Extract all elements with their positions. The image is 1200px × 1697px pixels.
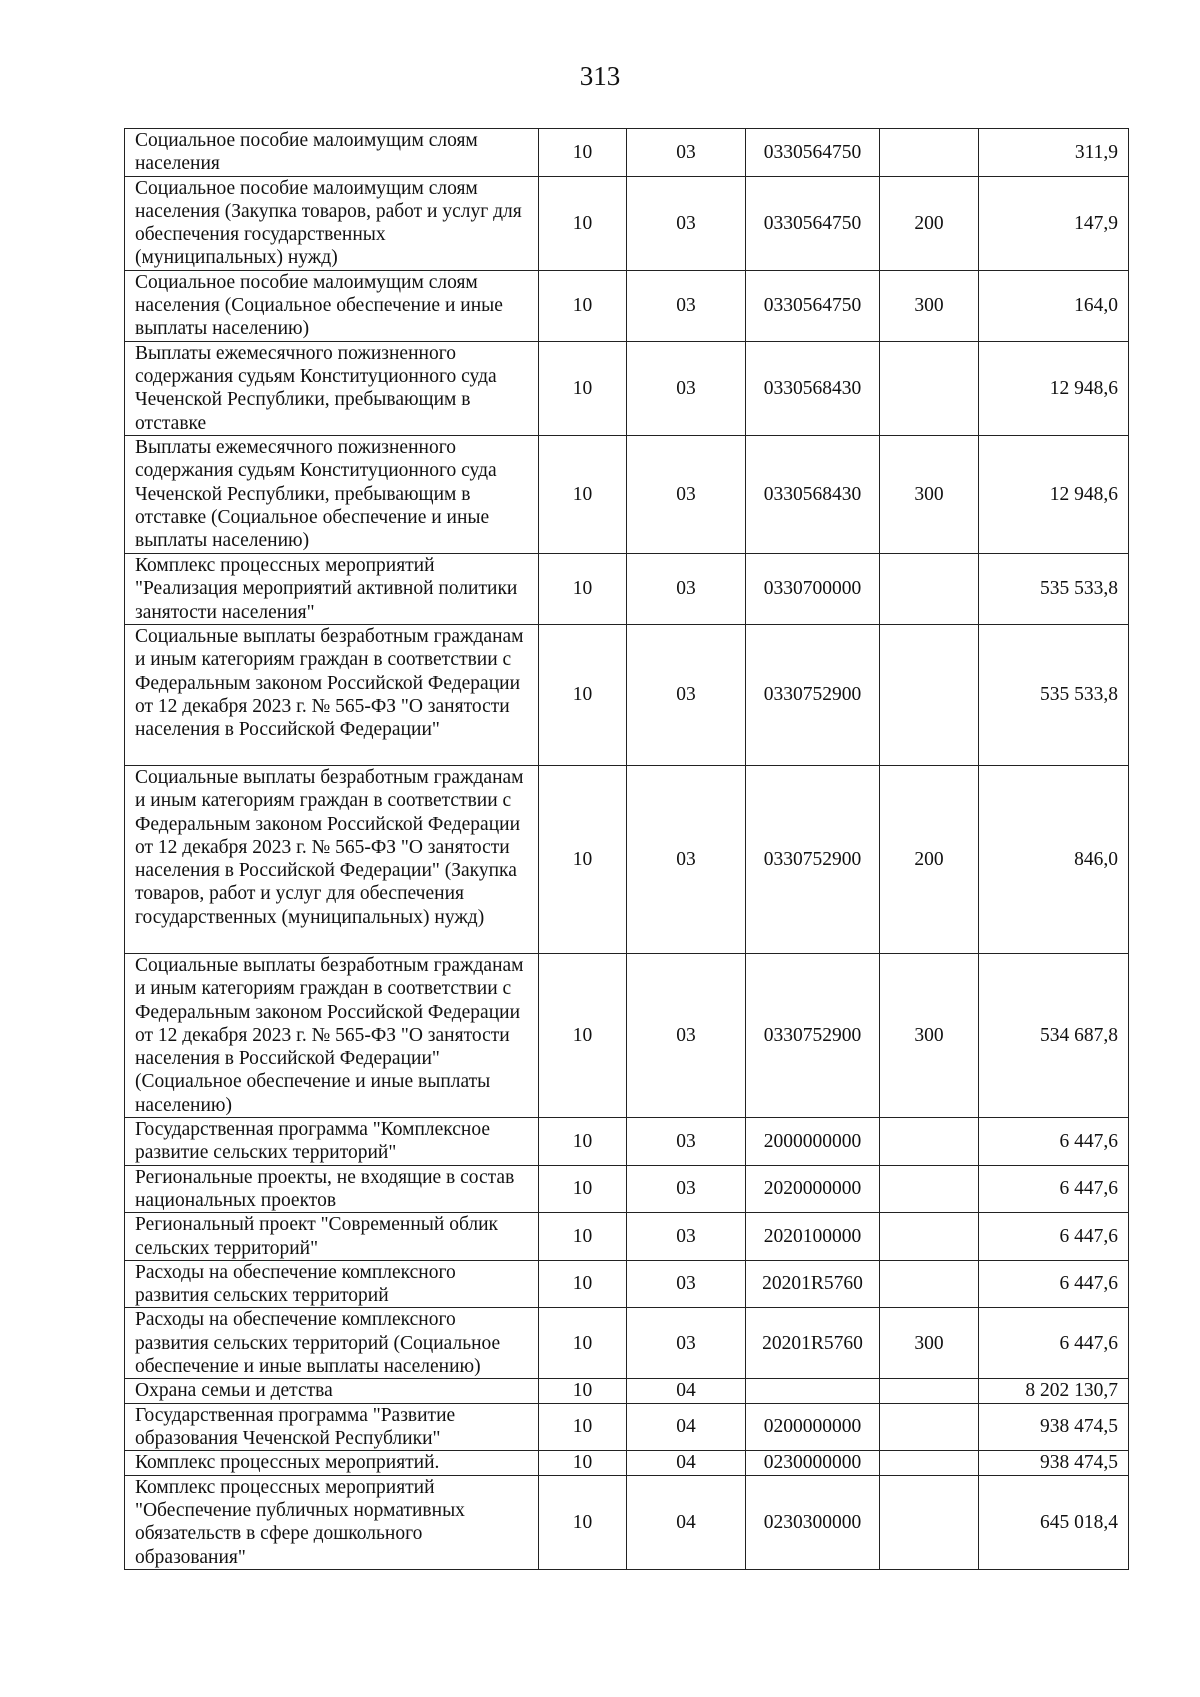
row-amount: 6 447,6	[979, 1213, 1129, 1261]
table-row	[125, 553, 1129, 624]
table-row	[125, 1165, 1129, 1213]
row-subsection: 03	[627, 1308, 746, 1379]
row-expense-type	[880, 624, 979, 765]
row-subsection: 04	[627, 1475, 746, 1569]
row-expense-type	[880, 1165, 979, 1213]
page-number: 313	[579, 61, 621, 91]
row-amount: 6 447,6	[979, 1165, 1129, 1213]
row-amount: 12 948,6	[979, 435, 1129, 553]
row-target-code: 0330700000	[746, 553, 880, 624]
row-name: Расходы на обеспечение комплексного развития сельских территорий (Социальное обеспечение и иные выплаты населению)	[125, 1308, 539, 1379]
row-subsection: 03	[627, 553, 746, 624]
row-amount: 6 447,6	[979, 1118, 1129, 1166]
table-row	[125, 176, 1129, 270]
table-row	[125, 341, 1129, 435]
row-name: Комплекс процессных мероприятий.	[125, 1451, 539, 1475]
table-row	[125, 624, 1129, 765]
row-amount: 938 474,5	[979, 1451, 1129, 1475]
row-expense-type	[880, 1475, 979, 1569]
row-name: Социальное пособие малоимущим слоям населения (Закупка товаров, работ и услуг для обеспечения государственных (муниципальных) нужд)	[125, 176, 539, 270]
row-expense-type	[880, 1379, 979, 1403]
row-subsection: 03	[627, 129, 746, 177]
row-subsection: 03	[627, 624, 746, 765]
row-subsection: 03	[627, 765, 746, 953]
row-subsection: 03	[627, 341, 746, 435]
row-section: 10	[539, 435, 627, 553]
row-target-code: 0330564750	[746, 270, 880, 341]
row-name: Комплекс процессных мероприятий "Обеспечение публичных нормативных обязательств в сфере дошкольного образования"	[125, 1475, 539, 1569]
row-subsection: 03	[627, 1260, 746, 1308]
row-expense-type: 300	[880, 1308, 979, 1379]
row-amount: 12 948,6	[979, 341, 1129, 435]
row-subsection: 03	[627, 953, 746, 1117]
row-section: 10	[539, 953, 627, 1117]
row-target-code: 0230000000	[746, 1451, 880, 1475]
row-target-code: 20201R5760	[746, 1308, 880, 1379]
row-expense-type: 300	[880, 435, 979, 553]
row-section: 10	[539, 129, 627, 177]
row-amount: 535 533,8	[979, 624, 1129, 765]
row-expense-type: 200	[880, 765, 979, 953]
row-target-code: 0330752900	[746, 624, 880, 765]
row-expense-type: 300	[880, 953, 979, 1117]
row-section: 10	[539, 1260, 627, 1308]
row-expense-type: 200	[880, 176, 979, 270]
table-row	[125, 129, 1129, 177]
row-section: 10	[539, 1403, 627, 1451]
table-row	[125, 1308, 1129, 1379]
row-subsection: 04	[627, 1451, 746, 1475]
table-row	[125, 1118, 1129, 1166]
row-section: 10	[539, 1308, 627, 1379]
row-amount: 6 447,6	[979, 1260, 1129, 1308]
table-row	[125, 435, 1129, 553]
row-subsection: 04	[627, 1403, 746, 1451]
row-name: Социальные выплаты безработным гражданам и иным категориям граждан в соответствии с Федеральным законом Российской Федерации от 12 декабря 2023 г. № 565-ФЗ "О занятости населения в Российской Федерации" (Закупка товаров, работ и услуг для обеспечения государственных (муниципальных) нужд)	[125, 765, 539, 953]
table-row	[125, 1451, 1129, 1475]
row-section: 10	[539, 1213, 627, 1261]
row-name: Выплаты ежемесячного пожизненного содержания судьям Конституционного суда Чеченской Республики, пребывающим в отставке	[125, 341, 539, 435]
row-section: 10	[539, 553, 627, 624]
row-expense-type	[880, 1260, 979, 1308]
row-amount: 147,9	[979, 176, 1129, 270]
row-section: 10	[539, 1379, 627, 1403]
row-target-code: 0330568430	[746, 341, 880, 435]
row-target-code: 0230300000	[746, 1475, 880, 1569]
row-subsection: 03	[627, 1213, 746, 1261]
table-row	[125, 1475, 1129, 1569]
row-target-code: 0200000000	[746, 1403, 880, 1451]
row-name: Социальные выплаты безработным гражданам и иным категориям граждан в соответствии с Федеральным законом Российской Федерации от 12 декабря 2023 г. № 565-ФЗ "О занятости населения в Российской Федерации" (Социальное обеспечение и иные выплаты населению)	[125, 953, 539, 1117]
row-target-code: 2020100000	[746, 1213, 880, 1261]
row-subsection: 03	[627, 176, 746, 270]
row-expense-type	[880, 341, 979, 435]
row-subsection: 03	[627, 1118, 746, 1166]
row-amount: 938 474,5	[979, 1403, 1129, 1451]
row-amount: 846,0	[979, 765, 1129, 953]
row-target-code: 0330568430	[746, 435, 880, 553]
row-section: 10	[539, 1451, 627, 1475]
row-expense-type	[880, 553, 979, 624]
row-section: 10	[539, 270, 627, 341]
row-amount: 535 533,8	[979, 553, 1129, 624]
row-section: 10	[539, 1475, 627, 1569]
row-target-code: 0330752900	[746, 765, 880, 953]
row-target-code: 2020000000	[746, 1165, 880, 1213]
row-name: Выплаты ежемесячного пожизненного содержания судьям Конституционного суда Чеченской Республики, пребывающим в отставке (Социальное обеспечение и иные выплаты населению)	[125, 435, 539, 553]
row-subsection: 03	[627, 1165, 746, 1213]
row-section: 10	[539, 341, 627, 435]
table-row	[125, 953, 1129, 1117]
table-row	[125, 1260, 1129, 1308]
row-target-code: 0330752900	[746, 953, 880, 1117]
row-subsection: 03	[627, 270, 746, 341]
table-row	[125, 270, 1129, 341]
row-target-code: 20201R5760	[746, 1260, 880, 1308]
row-subsection: 03	[627, 435, 746, 553]
row-section: 10	[539, 1118, 627, 1166]
row-amount: 311,9	[979, 129, 1129, 177]
row-expense-type	[880, 1403, 979, 1451]
row-name: Расходы на обеспечение комплексного развития сельских территорий	[125, 1260, 539, 1308]
row-name: Государственная программа "Комплексное развитие сельских территорий"	[125, 1118, 539, 1166]
row-name: Комплекс процессных мероприятий "Реализация мероприятий активной политики занятости населения"	[125, 553, 539, 624]
row-expense-type	[880, 129, 979, 177]
table-row	[125, 1403, 1129, 1451]
row-amount: 164,0	[979, 270, 1129, 341]
row-subsection: 04	[627, 1379, 746, 1403]
row-name: Региональный проект "Современный облик сельских территорий"	[125, 1213, 539, 1261]
row-target-code: 0330564750	[746, 129, 880, 177]
row-expense-type	[880, 1451, 979, 1475]
row-section: 10	[539, 1165, 627, 1213]
row-name: Социальное пособие малоимущим слоям населения	[125, 129, 539, 177]
table-row	[125, 1379, 1129, 1403]
row-name: Государственная программа "Развитие образования Чеченской Республики"	[125, 1403, 539, 1451]
table-row	[125, 765, 1129, 953]
budget-table	[124, 128, 1129, 1570]
row-name: Региональные проекты, не входящие в состав национальных проектов	[125, 1165, 539, 1213]
row-amount: 645 018,4	[979, 1475, 1129, 1569]
row-amount: 8 202 130,7	[979, 1379, 1129, 1403]
row-target-code: 2000000000	[746, 1118, 880, 1166]
row-section: 10	[539, 765, 627, 953]
row-name: Охрана семьи и детства	[125, 1379, 539, 1403]
row-name: Социальные выплаты безработным гражданам и иным категориям граждан в соответствии с Федеральным законом Российской Федерации от 12 декабря 2023 г. № 565-ФЗ "О занятости населения в Российской Федерации"	[125, 624, 539, 765]
row-expense-type	[880, 1213, 979, 1261]
row-section: 10	[539, 624, 627, 765]
row-expense-type	[880, 1118, 979, 1166]
row-section: 10	[539, 176, 627, 270]
row-amount: 534 687,8	[979, 953, 1129, 1117]
row-target-code	[746, 1379, 880, 1403]
row-amount: 6 447,6	[979, 1308, 1129, 1379]
row-name: Социальное пособие малоимущим слоям населения (Социальное обеспечение и иные выплаты населению)	[125, 270, 539, 341]
row-expense-type: 300	[880, 270, 979, 341]
row-target-code: 0330564750	[746, 176, 880, 270]
table-row	[125, 1213, 1129, 1261]
